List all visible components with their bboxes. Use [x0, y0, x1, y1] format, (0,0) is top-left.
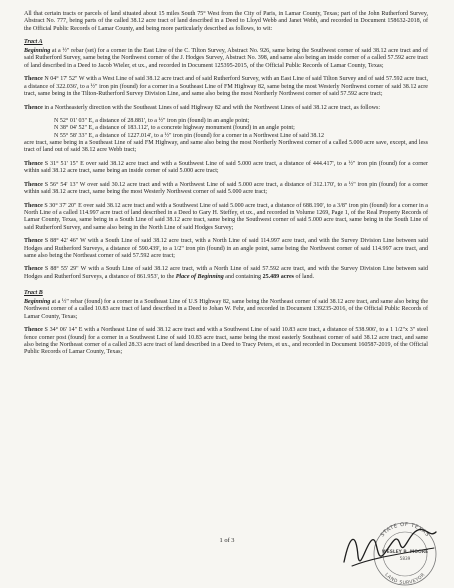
call-text: in a Northeasterly direction with the Southeast Lines of said Highway 82 and with the Northwest Lines of said 38.12 acre tract, as follows:: [42, 104, 381, 111]
call-text: S 56° 54' 13" W over said 30.12 acre tract and with a Northwest Line of said 5.000 acre tract, a distance of 312.170', to a ½" iron pin (found) for a corner within said 38.12 acre tract, same being the most Westerly Northwest corner of said 5.000 acre tract;: [24, 181, 428, 196]
seal-ring-top: STATE OF TEXAS: [379, 521, 431, 539]
thence-label: Thence: [24, 181, 43, 188]
surveyor-signature: [338, 514, 450, 580]
highway-calls: [24, 118, 428, 155]
tract-a-call-4: [24, 182, 428, 197]
beginning-label: Beginning: [24, 48, 51, 55]
call-text: S 31° 51' 15" E over said 38.12 acre tract and with a Southwest Line of said 5.000 acre tract, a distance of 444.417', to a ½" iron pin (found) for a corner within said 38.12 acre tract, same being an inside corner of said 5.000 acre tract;: [24, 160, 428, 175]
highway-call-item: N 52° 01' 03" E, a distance of 28.881', to a ½" iron pin (found) in an angle point;: [54, 118, 250, 125]
tract-b-beginning: [24, 299, 428, 321]
call-text-end: of land.: [294, 273, 315, 280]
highway-call-item: N 55° 58' 33" E, a distance of 1227.014', to a ½" iron pin (found) for a corner in a Northwest Line of said 38.12: [54, 132, 324, 139]
tract-a-call-2: [24, 105, 428, 112]
call-text: S 88° 42' 46" W with a South Line of said 38.12 acre tract, with a North Line of said 114.997 acre tract, and with the Survey Division Line between said Hodges and Rutherford Surveys, a distance of 590.439', to a 1/2" iron pin (found) in an angle point, same being the Northwest corner of said 114.997 acre tract, and same also being the Northeast corner of said 57.592 acre tract;: [24, 238, 428, 259]
thence-label: Thence: [24, 266, 43, 273]
call-text: S 34° 06' 14" E with a Northeast Line of said 38.12 acre tract and with a Southwest Line of said 10.83 acre tract, a distance of 538.906', to a 1 1/2"x 3" steel fence corner post (found) for a corner in a Southwest Line of said 10.83 acre tract, same being the most easterly Southeast corner of said 38.12 acre tract, and same also being the Northeast corner of a called 28.33 acre tract of land described in a Deed to Tracy Peters, et ux., and recorded in Document 160587-2019, of the Official Public Records of Lamar County, Texas;: [24, 327, 428, 356]
tract-a-call-5: [24, 203, 428, 232]
page-number: 1 of 3: [219, 537, 235, 544]
thence-label: Thence: [24, 160, 43, 167]
call-text: S 30° 37' 20" E over said 38.12 acre tract and with a Southwest Line of said 5.000 acre tract, a distance of 688.190', to a 3/8" iron pin (found) for a corner in a North Line of a called 114.997 acre tract of land described in a Deed to Gary H. Steffey, et ux., and recorded in Volume 1269, Page 1, of the Real Property Records of Lamar County, Texas, same being in a South Line of said 38.12 acre tract, same being the Southwest corner of said 5.000 acre tract, same being in the South Line of said Rutherford Survey, and same also being in the North Line of said Hodges Survey;: [24, 202, 428, 231]
thence-label: Thence: [24, 104, 43, 111]
tract-a-beginning: [24, 48, 428, 70]
tract-a-heading: Tract A: [24, 39, 43, 46]
seal-ring-bottom: LAND SURVEYOR: [383, 572, 427, 586]
tract-b-heading: Tract B: [24, 290, 43, 297]
acreage: 25.489 acres: [262, 273, 295, 280]
intro-paragraph: All that certain tracts or parcels of land situated about 15 miles South 75° West from the City of Paris, in Lamar County, Texas; part of the John Rutherford Survey, Abstract No. 777, being parts of the called 38.12 acre tract of land described in a Deed to Lloyd Webb and Janet Webb, and recorded in Document 158632-2018, of the Official Public Records of Lamar County, and being more particularly described as follows, to wit:: [24, 11, 428, 32]
thence-label: Thence: [24, 327, 43, 334]
call-text: S 88° 55' 29" W with a South Line of said 38.12 acre tract, with a North Line of said 57.592 acre tract, and with the Survey Division Line between said Hodges and Rutherford Surveys, a distance of 861.953', to the: [24, 266, 428, 280]
tract-a-call-7: [24, 266, 428, 281]
tract-a-call-1: [24, 76, 428, 98]
beginning-text: at a ½" rebar (found) for a corner in a Southeast Line of U.S Highway 82, same being the Northeast corner of said 38.12 acre tract, and same also being the Northwest corner of a called 10.83 acre tract of land described in a Deed to Johan W. Fehr, and recorded in Document 139235-2016, of the Official Public Records of Lamar County, Texas;: [24, 299, 428, 320]
tract-b-call-1: [24, 327, 428, 356]
tract-a-call-3: [24, 161, 428, 176]
tract-a-call-6: [24, 238, 428, 260]
highway-call-continuation: acre tract, same being in a Southeast Line of said FM Highway, and same also being the most Northerly Northwest corner of a called 5.000 acre save, except, and less tract of land out of said 38.12 acre Webb tract;: [24, 140, 428, 154]
beginning-label: Beginning: [24, 299, 51, 305]
beginning-text: at a ½" rebar (set) for a corner in the East Line of the C. Tilton Survey, Abstract No. 926, same being the Southwest corner of said 38.12 acre tract and of said Rutherford Survey, same being the Northwest corner of the J. Hodges Survey, Abstract No. 398, and same also being an inside corner of a called 57.592 acre tract of land described in a Deed to Jacob Wieler, et ux., and recorded in Document 125395-2015, of the Official Public Records of Lamar County, Texas;: [24, 48, 428, 69]
seal-name: WESLEY B. MOORE: [381, 550, 429, 555]
thence-label: Thence: [24, 238, 43, 245]
thence-label: Thence: [24, 202, 43, 209]
seal-number: 5839: [399, 556, 411, 561]
highway-call-item: N 38° 04' 52" E, a distance of 183.112', to a concrete highway monument (found) in an angle point;: [54, 125, 295, 132]
place-of-beginning: Place of Beginning: [175, 273, 224, 280]
thence-label: Thence: [24, 76, 43, 83]
call-text-and: and containing: [223, 273, 263, 280]
call-text: N 04° 17' 52" W with a West Line of said 38.12 acre tract and of said Rutherford Survey, with an East Line of said Tilton Survey and of said 57.592 acre tract, a distance of 322.036', to a ½" iron pin (found) for a corner in a Southeast Line of FM Highway 82, same being the most Westerly Northwest corner of said 38.12 acre tract, same being in the Tilton-Rutherford Survey Division Line, and same also being the most Northerly Northwest corner of said 57.592 acre tract;: [24, 76, 428, 97]
